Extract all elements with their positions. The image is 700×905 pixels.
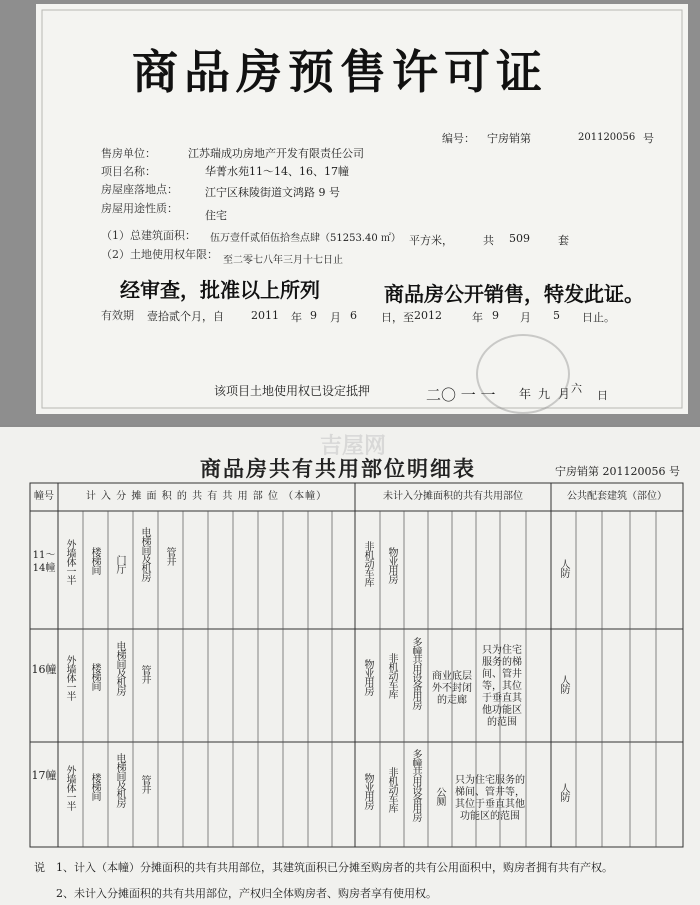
- certificate-title: 商品房预售许可证: [132, 45, 548, 99]
- from-month: 9: [310, 309, 317, 322]
- row3-excluded-3: 多幢共用设备用房: [410, 749, 421, 821]
- header-building: 幢号: [34, 491, 54, 502]
- seller-value: 江苏瑞成功房地产开发有限责任公司: [188, 147, 364, 160]
- area-unit: 平方米，: [409, 234, 453, 247]
- mortgage-note: 该项目土地使用权已设定抵押: [214, 384, 371, 398]
- to-day: 5: [553, 309, 560, 322]
- row1-public: 人防: [558, 559, 569, 577]
- cert-number-value: 201120056: [578, 132, 636, 143]
- issue-date-month: 九: [538, 387, 551, 401]
- row1-excluded-1: 非机动车库: [362, 541, 373, 586]
- project-value: 华菁水苑11～14、16、17幢: [205, 165, 349, 178]
- row2-building: 16幢: [31, 663, 57, 676]
- issue-date-day-char: 日: [597, 389, 608, 402]
- address-label: 房屋座落地点：: [101, 183, 178, 196]
- note-2: 2、未计入分摊面积的共有共用部位，产权归全体购房者、购房者享有使用权。: [56, 887, 437, 900]
- validity-label: 有效期: [101, 309, 134, 322]
- row2-excluded-2: 非机动车库: [386, 653, 397, 698]
- row2-included-4: 管井: [139, 665, 150, 683]
- area-value: 伍万壹仟贰佰伍拾叁点肆（51253.40 ㎡）: [210, 233, 401, 244]
- row3-included-2: 楼梯间: [89, 773, 100, 800]
- row1-included-1: 外墙体一半: [64, 539, 75, 584]
- row3-excluded-2: 非机动车库: [386, 767, 397, 812]
- project-label: 项目名称：: [101, 165, 156, 178]
- row2-excluded-1: 物业用房: [362, 659, 373, 695]
- approval-right: 商品房公开销售，特发此证。: [384, 282, 644, 306]
- row3-building: 17幢: [31, 769, 57, 782]
- day-to: 日，至: [381, 311, 414, 324]
- land-value: 至二零七八年三月十七日止: [223, 255, 343, 266]
- row1-included-3: 门厅: [114, 555, 125, 573]
- approval-left: 经审查，批准以上所列: [120, 278, 320, 302]
- row1-included-5: 管井: [164, 547, 175, 565]
- row2-included-2: 楼梯间: [89, 663, 100, 690]
- row2-excluded-note2: 只为住宅服务的梯间、管井等，其位于垂直其他功能区的范围: [482, 645, 522, 728]
- cert-number-label: 编号：: [442, 132, 475, 145]
- to-year: 2012: [414, 309, 442, 322]
- usage-label: 房屋用途性质：: [101, 202, 178, 215]
- row2-included-3: 电梯间及机房: [114, 641, 125, 695]
- day-end: 日止。: [582, 311, 615, 324]
- row2-included-1: 外墙体一半: [64, 655, 75, 700]
- header-excluded: 未计入分摊面积的共有共用部位: [383, 491, 523, 502]
- detail-sheet: [0, 427, 700, 905]
- from-year: 2011: [251, 309, 279, 322]
- address-value: 江宁区秣陵街道文鸿路 9 号: [205, 186, 340, 199]
- to-month: 9: [492, 309, 499, 322]
- row3-included-1: 外墙体一半: [64, 765, 75, 810]
- row2-excluded-3: 多幢共用设备用房: [410, 637, 421, 709]
- row3-excluded-1: 物业用房: [362, 773, 373, 809]
- row1-excluded-2: 物业用房: [386, 547, 397, 583]
- usage-value: 住宅: [205, 209, 227, 222]
- row2-public: 人防: [558, 675, 569, 693]
- area-label: （1）总建筑面积：: [101, 229, 196, 242]
- certificate-frame: [0, 0, 700, 425]
- units-prefix: 共: [483, 234, 494, 247]
- watermark-logo: 吉屋网: [320, 434, 387, 459]
- validity-period: 壹拾贰个月，自: [147, 310, 224, 323]
- header-included: 计 入 分 摊 面 积 的 共 有 共 用 部 位 （本幢）: [85, 491, 328, 502]
- to-year-char: 年: [472, 311, 483, 324]
- units-value: 509: [509, 232, 530, 245]
- row3-public: 人防: [558, 783, 569, 801]
- row3-included-3: 电梯间及机房: [114, 753, 125, 807]
- issue-date-month-char: 月: [558, 387, 571, 401]
- cert-number-prefix: 宁房销第: [487, 132, 531, 145]
- seller-label: 售房单位：: [101, 147, 156, 160]
- from-year-char: 年: [291, 311, 302, 324]
- row1-included-2: 楼梯间: [89, 547, 100, 574]
- row3-excluded-note1: 只为住宅服务的梯间、管井等，其位于垂直其他功能区的范围: [455, 775, 525, 822]
- table-title: 商品房共有共用部位明细表: [200, 456, 476, 481]
- units-suffix: 套: [558, 234, 569, 247]
- to-month-char: 月: [520, 311, 531, 324]
- row1-building: 11～14幢: [32, 550, 56, 574]
- from-day: 6: [350, 309, 357, 322]
- notes-label: 说: [34, 861, 45, 874]
- issue-date-year: 二〇 一 一: [426, 386, 496, 404]
- row3-excluded-4: 公厕: [434, 787, 445, 805]
- header-public: 公共配套建筑（部位）: [567, 491, 667, 502]
- row2-excluded-note1: 商业底层外不封闭的走廊: [432, 671, 472, 706]
- note-1: 1、计入（本幢）分摊面积的共有共用部位，其建筑面积已分摊至购房者的共有公用面积中，购房者拥有共有产权。: [56, 861, 613, 874]
- from-month-char: 月: [330, 311, 341, 324]
- table-number: 宁房销第 201120056 号: [555, 465, 680, 478]
- row1-included-4: 电梯间及机房: [139, 527, 150, 581]
- issue-date-year-char: 年: [519, 387, 532, 401]
- land-label: （2）土地使用权年限：: [101, 248, 218, 261]
- row3-included-4: 管井: [139, 775, 150, 793]
- issue-date-day: 六: [571, 382, 582, 395]
- cert-number-suffix: 号: [643, 132, 654, 145]
